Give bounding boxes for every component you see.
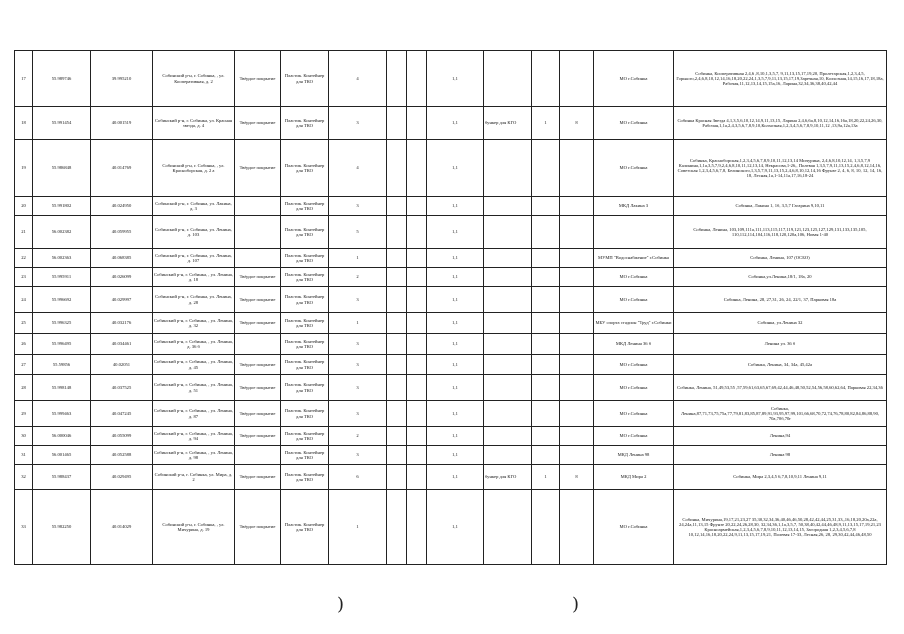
longitude-cell: 40.034461	[91, 334, 153, 355]
served-addresses-cell: Собинка,ул.Ленина,18/1, 18а, 20	[674, 268, 887, 287]
bunker-count-cell	[532, 401, 560, 427]
bunker-volume-cell	[560, 490, 594, 565]
surface-type-cell: Твёрдое покрытие	[235, 375, 281, 401]
bunker-count-cell	[532, 490, 560, 565]
container-type-cell: Пластик. Контейнер для ТКО	[281, 140, 329, 197]
spacer-a-cell	[387, 490, 407, 565]
surface-type-cell: Твёрдое покрытие	[235, 51, 281, 107]
container-volume-cell: 1,1	[427, 107, 484, 140]
spacer-b-cell	[407, 287, 427, 313]
served-addresses-cell: Собинка, Кооперативная 2,4,6 ,8,10,1,3,5,7, 9,11,13,15,17,19,20, Пролетарская,1,2,3,4,5, Горького,2,4,6,8,10,12,14,16,18,20,22,24,1,3,5,7,9,11,13,15,17,19,Заречная,10, Колхозная,14,15,16,17,18,18а, Рабочая,11,12,13,14,15,15а,16, Ларина,32,34,36,38,40,42,44	[674, 51, 887, 107]
owner-org-cell: МКД Лакина 3	[594, 197, 674, 216]
container-type-cell: Пластик. Контейнер для ТКО	[281, 355, 329, 375]
surface-type-cell: Твёрдое покрытие	[235, 465, 281, 490]
spacer-b-cell	[407, 401, 427, 427]
table-row	[15, 107, 887, 140]
spacer-a-cell	[387, 375, 407, 401]
surface-type-cell: Твёрдое покрытие	[235, 287, 281, 313]
container-type-cell: Пластик. Контейнер для ТКО	[281, 465, 329, 490]
bunker-count-cell	[532, 313, 560, 334]
owner-org-cell: МО г.Собинка	[594, 107, 674, 140]
bunker-count-cell	[532, 334, 560, 355]
bunker-volume-cell	[560, 334, 594, 355]
spacer-b-cell	[407, 216, 427, 249]
container-volume-cell: 1,1	[427, 334, 484, 355]
bunker-volume-cell	[560, 375, 594, 401]
spacer-b-cell	[407, 465, 427, 490]
row-number-cell: 26	[15, 334, 33, 355]
spacer-b-cell	[407, 107, 427, 140]
container-count-cell: 1	[329, 490, 387, 565]
latitude-cell: 55.999463	[33, 401, 91, 427]
bunker-volume-cell	[560, 427, 594, 446]
container-volume-cell: 1,1	[427, 51, 484, 107]
bunker-volume-cell	[560, 197, 594, 216]
container-type-cell: Пластик. Контейнер для ТКО	[281, 107, 329, 140]
container-count-cell: 4	[329, 140, 387, 197]
container-volume-cell: 1,1	[427, 401, 484, 427]
container-type-cell: Пластик. Контейнер для ТКО	[281, 375, 329, 401]
surface-type-cell: Твёрдое покрытие	[235, 107, 281, 140]
row-number-cell: 27	[15, 355, 33, 375]
owner-org-cell: МКД Мира 2	[594, 465, 674, 490]
container-type-cell: Пластик. Контейнер для ТКО	[281, 490, 329, 565]
table-row	[15, 355, 887, 375]
surface-type-cell	[235, 446, 281, 465]
bunker-type-cell	[484, 490, 532, 565]
spacer-b-cell	[407, 427, 427, 446]
longitude-cell: 40.047245	[91, 401, 153, 427]
table-row	[15, 140, 887, 197]
page-mark-right: )	[572, 594, 580, 615]
spacer-b-cell	[407, 140, 427, 197]
bunker-count-cell	[532, 427, 560, 446]
spacer-b-cell	[407, 446, 427, 465]
table-row	[15, 427, 887, 446]
longitude-cell: 40.029997	[91, 287, 153, 313]
spacer-a-cell	[387, 51, 407, 107]
spacer-a-cell	[387, 334, 407, 355]
container-count-cell: 3	[329, 355, 387, 375]
bunker-volume-cell	[560, 140, 594, 197]
address-cell: Собинский р-н, г. Собинка, , ул. Мичурина, д. 19	[153, 490, 235, 565]
address-cell: Собинский р-н, г. Собинка, , ул. Красноборская, д. 2 а	[153, 140, 235, 197]
bunker-type-cell	[484, 140, 532, 197]
bunker-count-cell	[532, 355, 560, 375]
container-type-cell: Пластик. Контейнер для ТКО	[281, 427, 329, 446]
owner-org-cell: МО г.Собинка	[594, 401, 674, 427]
bunker-count-cell	[532, 140, 560, 197]
bunker-count-cell	[532, 216, 560, 249]
address-cell: Собинский р-н, г. Собинка, ул. Красная звезда, д. 4	[153, 107, 235, 140]
container-volume-cell: 1,1	[427, 140, 484, 197]
address-cell: Собинский р-н, г. Собинка, ул. Ленина, д. 28	[153, 287, 235, 313]
served-addresses-cell: Собинка, Ленина, 107 (ОСБО)	[674, 249, 887, 268]
spacer-a-cell	[387, 427, 407, 446]
container-count-cell: 2	[329, 268, 387, 287]
row-number-cell: 24	[15, 287, 33, 313]
bunker-volume-cell	[560, 51, 594, 107]
container-count-cell: 3	[329, 375, 387, 401]
served-addresses-cell: Собинка Красная Звезда 4,1,3,5,6,10,12,14,9,11,13,15, Ларина 2,4,6,6а,8,10,12,14,16,16а,18,20,22,24,26,30, Рабочая,1,1а,2,4,3,5,6,7,8,9,10,Колхозная,1,2,3,4,5,6,7,8,9,10,11,12 ,13,9а,12а,13а	[674, 107, 887, 140]
container-type-cell: Пластик. Контейнер для ТКО	[281, 51, 329, 107]
row-number-cell: 20	[15, 197, 33, 216]
surface-type-cell: Твёрдое покрытие	[235, 140, 281, 197]
page-mark-left: )	[337, 594, 345, 615]
served-addresses-cell: Собинка, Мира 2,3,4,5 6,7,8,10,9,11 Ленина 9,11	[674, 465, 887, 490]
container-type-cell: Пластик. Контейнер для ТКО	[281, 313, 329, 334]
table-row	[15, 465, 887, 490]
address-cell: Собинский р-н, г. Собинка, ул. Ленина, д. 103	[153, 216, 235, 249]
latitude-cell: 55.996495	[33, 334, 91, 355]
table-row	[15, 313, 887, 334]
table-row	[15, 401, 887, 427]
bunker-type-cell	[484, 355, 532, 375]
surface-type-cell: Твёрдое покрытие	[235, 268, 281, 287]
row-number-cell: 23	[15, 268, 33, 287]
spacer-a-cell	[387, 446, 407, 465]
latitude-cell: 55.982250	[33, 490, 91, 565]
table-row	[15, 51, 887, 107]
container-type-cell: Пластик. Контейнер для ТКО	[281, 287, 329, 313]
container-volume-cell: 1,1	[427, 465, 484, 490]
spacer-b-cell	[407, 490, 427, 565]
latitude-cell: 56.002382	[33, 216, 91, 249]
spacer-a-cell	[387, 107, 407, 140]
longitude-cell: 40.059955	[91, 216, 153, 249]
bunker-type-cell	[484, 401, 532, 427]
table-row	[15, 249, 887, 268]
owner-org-cell: МО г.Собинка	[594, 268, 674, 287]
longitude-cell: 40.001519	[91, 107, 153, 140]
row-number-cell: 17	[15, 51, 33, 107]
owner-org-cell: МО г.Собинка	[594, 490, 674, 565]
bunker-count-cell: 1	[532, 107, 560, 140]
bunker-count-cell	[532, 249, 560, 268]
table-row	[15, 375, 887, 401]
address-cell: Собинский р-н, г. Собинка, , ул. Ленина, д. 98	[153, 446, 235, 465]
bunker-count-cell	[532, 446, 560, 465]
longitude-cell: 40.068385	[91, 249, 153, 268]
row-number-cell: 31	[15, 446, 33, 465]
bunker-type-cell	[484, 427, 532, 446]
container-count-cell: 3	[329, 287, 387, 313]
owner-org-cell: МБУ спорта стадион "Труд" г.Собинки	[594, 313, 674, 334]
row-number-cell: 29	[15, 401, 33, 427]
address-cell: Собинский р-н, г. Собинка, , ул. Ленина, д. 94	[153, 427, 235, 446]
bunker-type-cell	[484, 313, 532, 334]
served-addresses-cell: Собинка, Ленина, 103,109,111а,111,113,115,117,119,121,123,125,127,129,131,133,135,105, 110,112,114,104,116,118,120,120а,106, Новая 1-40	[674, 216, 887, 249]
container-volume-cell: 1,1	[427, 249, 484, 268]
row-number-cell: 22	[15, 249, 33, 268]
surface-type-cell: Твёрдое покрытие	[235, 490, 281, 565]
longitude-cell: 40.014029	[91, 490, 153, 565]
bunker-type-cell	[484, 51, 532, 107]
container-count-cell: 3	[329, 401, 387, 427]
table-row	[15, 446, 887, 465]
served-addresses-cell: Собинка, Ленина, 34, 34а, 45,42а	[674, 355, 887, 375]
longitude-cell: 40.037525	[91, 375, 153, 401]
bunker-type-cell	[484, 287, 532, 313]
bunker-type-cell	[484, 446, 532, 465]
container-type-cell: Пластик. Контейнер для ТКО	[281, 401, 329, 427]
container-volume-cell: 1,1	[427, 427, 484, 446]
address-cell: Собинский р-н, г. Собинка, , ул. Ленина, д. 51	[153, 375, 235, 401]
row-number-cell: 19	[15, 140, 33, 197]
address-cell: Собинский р-н, г. Собинка, , ул. Ленина, д. 87	[153, 401, 235, 427]
row-number-cell: 28	[15, 375, 33, 401]
register-table	[14, 50, 887, 565]
latitude-cell: 55.991454	[33, 107, 91, 140]
spacer-b-cell	[407, 268, 427, 287]
surface-type-cell: Твёрдое покрытие	[235, 355, 281, 375]
row-number-cell: 25	[15, 313, 33, 334]
container-count-cell: 5	[329, 216, 387, 249]
spacer-a-cell	[387, 268, 407, 287]
address-cell: Собинский р-н, г. Собинка, , ул. Ленина, д. 36 б	[153, 334, 235, 355]
owner-org-cell: МКД Ленина 36 б	[594, 334, 674, 355]
served-addresses-cell: Собинка, Мичурина,19,17,21,23,27 35,30,32,34,36,40,46,46,50,28,42,42,44,25,31,33,,16,18,20,20а,22а, 24,24а,11,13,15 Фрунзе 20,22,24,26,28,30, 32,34,36,1,1а,3,5,7, 50,38,40,42,44,46,48,9,11,13,15,17,19,21,23 Красноармейская,1,2,3,4,5,6,7,8,9,10,11,12,13,14,15, Загородная 1,2,3,4,5,6,7,8 10,12,14,16,18,20,22,24,9,11,13,15,17,19,21, Полевая 17-33, Лесная,26, 28, 29,30,42,44,46,48,50	[674, 490, 887, 565]
bunker-count-cell	[532, 268, 560, 287]
container-type-cell: Пластик. Контейнер для ТКО	[281, 446, 329, 465]
spacer-b-cell	[407, 375, 427, 401]
latitude-cell: 55.996325	[33, 313, 91, 334]
container-count-cell: 3	[329, 334, 387, 355]
register-body	[15, 51, 887, 565]
latitude-cell: 56.001465	[33, 446, 91, 465]
address-cell: Собинский р-н, г. Собинка, , ул. Ленина, д. 32	[153, 313, 235, 334]
spacer-a-cell	[387, 401, 407, 427]
bunker-volume-cell	[560, 401, 594, 427]
container-count-cell: 4	[329, 51, 387, 107]
row-number-cell: 21	[15, 216, 33, 249]
container-count-cell: 3	[329, 446, 387, 465]
address-cell: Собинский р-н, г. Собинка, ул. Лакина, д. 3	[153, 197, 235, 216]
container-type-cell: Пластик. Контейнер для ТКО	[281, 197, 329, 216]
latitude-cell: 55.989746	[33, 51, 91, 107]
latitude-cell: 55.996692	[33, 287, 91, 313]
bunker-count-cell: 1	[532, 465, 560, 490]
owner-org-cell: МУМП "Водоснабжение" г.Собинка	[594, 249, 674, 268]
row-number-cell: 32	[15, 465, 33, 490]
bunker-volume-cell: 8	[560, 465, 594, 490]
spacer-a-cell	[387, 355, 407, 375]
owner-org-cell: МО г.Собинка	[594, 51, 674, 107]
spacer-b-cell	[407, 355, 427, 375]
bunker-type-cell: бункер для КГО	[484, 107, 532, 140]
served-addresses-cell: Собинка, Ленина,87,71,73,75,75а,77,79,81,83,85,87,89,91,93,95,97,99,101,66,68,70,72,74,76,78,80,82,84,86,88,90, 70а,70б,70г	[674, 401, 887, 427]
bunker-volume-cell: 8	[560, 107, 594, 140]
owner-org-cell: МО г.Собинка	[594, 427, 674, 446]
row-number-cell: 33	[15, 490, 33, 565]
table-row	[15, 334, 887, 355]
longitude-cell: 40.014769	[91, 140, 153, 197]
owner-org-cell: МО г.Собинка	[594, 375, 674, 401]
container-volume-cell: 1,1	[427, 216, 484, 249]
bunker-volume-cell	[560, 216, 594, 249]
longitude-cell: 40.052588	[91, 446, 153, 465]
bunker-volume-cell	[560, 287, 594, 313]
longitude-cell: 40.029495	[91, 465, 153, 490]
table-row	[15, 490, 887, 565]
served-addresses-cell: Ленина 98	[674, 446, 887, 465]
bunker-type-cell	[484, 216, 532, 249]
bunker-count-cell	[532, 51, 560, 107]
owner-org-cell: МКД Ленина 98	[594, 446, 674, 465]
bunker-count-cell	[532, 287, 560, 313]
served-addresses-cell: Собинка, Ленина, 51,49,53,55 ,57,59,61,63,65,67,69,42,44,46,48,50,52,54,56,58,60,62,64, Парковая 22,34,36	[674, 375, 887, 401]
longitude-cell: 40.055099	[91, 427, 153, 446]
container-volume-cell: 1,1	[427, 355, 484, 375]
served-addresses-cell: Ленина ул. 36 б	[674, 334, 887, 355]
bunker-count-cell	[532, 375, 560, 401]
container-volume-cell: 1,1	[427, 287, 484, 313]
surface-type-cell: Твёрдое покрытие	[235, 313, 281, 334]
surface-type-cell	[235, 197, 281, 216]
container-volume-cell: 1,1	[427, 375, 484, 401]
latitude-cell: 55.988437	[33, 465, 91, 490]
spacer-b-cell	[407, 249, 427, 268]
surface-type-cell: Твёрдое покрытие	[235, 401, 281, 427]
bunker-volume-cell	[560, 249, 594, 268]
latitude-cell: 56.002363	[33, 249, 91, 268]
bunker-volume-cell	[560, 355, 594, 375]
spacer-b-cell	[407, 51, 427, 107]
latitude-cell: 55.986848	[33, 140, 91, 197]
surface-type-cell	[235, 249, 281, 268]
bunker-type-cell	[484, 249, 532, 268]
surface-type-cell	[235, 334, 281, 355]
container-count-cell: 3	[329, 107, 387, 140]
table-row	[15, 197, 887, 216]
spacer-a-cell	[387, 313, 407, 334]
spacer-a-cell	[387, 287, 407, 313]
container-volume-cell: 1,1	[427, 490, 484, 565]
spacer-b-cell	[407, 197, 427, 216]
spacer-b-cell	[407, 313, 427, 334]
container-type-cell: Пластик. Контейнер для ТКО	[281, 249, 329, 268]
row-number-cell: 18	[15, 107, 33, 140]
bunker-type-cell	[484, 268, 532, 287]
served-addresses-cell: Собинка, Ленина, 28, 27,31, 26, 24, 22/1, 37, Парковая 18а	[674, 287, 887, 313]
longitude-cell: 40.032176	[91, 313, 153, 334]
served-addresses-cell: Собинка, Лакина 1, 1б, 3,5,7 Гагарина 9,10,11	[674, 197, 887, 216]
container-type-cell: Пластик. Контейнер для ТКО	[281, 216, 329, 249]
bunker-count-cell	[532, 197, 560, 216]
bunker-volume-cell	[560, 446, 594, 465]
owner-org-cell: МО г.Собинка	[594, 140, 674, 197]
surface-type-cell: Твёрдое покрытие	[235, 427, 281, 446]
address-cell: Собинский р-н, г. Собинка, , ул. Кооперативная, д. 2	[153, 51, 235, 107]
latitude-cell: 55.991802	[33, 197, 91, 216]
served-addresses-cell: Собинка, Красноборская,1,2,3,4,5,6,7,8,9,10,11,12,13,14 Мичурина, 2,4,6,8,10,12,14, 1,3,5,7,9 Калинина,1,1а,3,5,7,9,2,4,6,8,10,11,12,13,14, Некрасова,1-26,, Полевая 1,3,5,7,9,11,13,15,2,4,6,8,12,14,16, Советская 1,2,3,4,5,6,7,8, Белинского,1,3,5,7,9,11,13,15,2,4,6,8,10,12,14,16 Фрунзе 2, 4, 6, 8, 10, 12, 14, 16, 18, Лесная,1а,1-14,11а,17,16,18-24	[674, 140, 887, 197]
address-cell: Собинский р-н, г. Собинка, ул. Мира, д. 2	[153, 465, 235, 490]
longitude-cell: 40.024950	[91, 197, 153, 216]
latitude-cell: 56.000046	[33, 427, 91, 446]
latitude-cell: 55.995911	[33, 268, 91, 287]
container-type-cell: Пластик. Контейнер для ТКО	[281, 334, 329, 355]
spacer-b-cell	[407, 334, 427, 355]
container-count-cell: 6	[329, 465, 387, 490]
bunker-type-cell	[484, 197, 532, 216]
container-type-cell: Пластик. Контейнер для ТКО	[281, 268, 329, 287]
container-count-cell: 1	[329, 249, 387, 268]
container-volume-cell: 1,1	[427, 197, 484, 216]
address-cell: Собинский р-н, г. Собинка, ул. Ленина, д. 107	[153, 249, 235, 268]
latitude-cell: 55.998148	[33, 375, 91, 401]
container-volume-cell: 1,1	[427, 313, 484, 334]
spacer-a-cell	[387, 197, 407, 216]
latitude-cell: 55.59856	[33, 355, 91, 375]
container-volume-cell: 1,1	[427, 268, 484, 287]
spacer-a-cell	[387, 249, 407, 268]
row-number-cell: 30	[15, 427, 33, 446]
spacer-a-cell	[387, 140, 407, 197]
address-cell: Собинский р-н, г. Собинка, , ул. Ленина, д. 18	[153, 268, 235, 287]
bunker-type-cell	[484, 334, 532, 355]
container-count-cell: 2	[329, 427, 387, 446]
owner-org-cell: МО г.Собинка	[594, 287, 674, 313]
spacer-a-cell	[387, 216, 407, 249]
owner-org-cell	[594, 216, 674, 249]
served-addresses-cell: Собинка, ул.Ленина 32	[674, 313, 887, 334]
longitude-cell: 40.02051	[91, 355, 153, 375]
address-cell: Собинский р-н, г. Собинка, , ул. Ленина, д. 45	[153, 355, 235, 375]
bunker-volume-cell	[560, 268, 594, 287]
table-row	[15, 287, 887, 313]
container-count-cell: 1	[329, 313, 387, 334]
surface-type-cell	[235, 216, 281, 249]
container-count-cell: 3	[329, 197, 387, 216]
longitude-cell: 40.026099	[91, 268, 153, 287]
bunker-volume-cell	[560, 313, 594, 334]
bunker-type-cell	[484, 375, 532, 401]
served-addresses-cell: Ленина,94	[674, 427, 887, 446]
owner-org-cell: МО г.Собинка	[594, 355, 674, 375]
longitude-cell: 39.995210	[91, 51, 153, 107]
table-row	[15, 268, 887, 287]
spacer-a-cell	[387, 465, 407, 490]
container-volume-cell: 1,1	[427, 446, 484, 465]
bunker-type-cell: бункер для КГО	[484, 465, 532, 490]
table-row	[15, 216, 887, 249]
